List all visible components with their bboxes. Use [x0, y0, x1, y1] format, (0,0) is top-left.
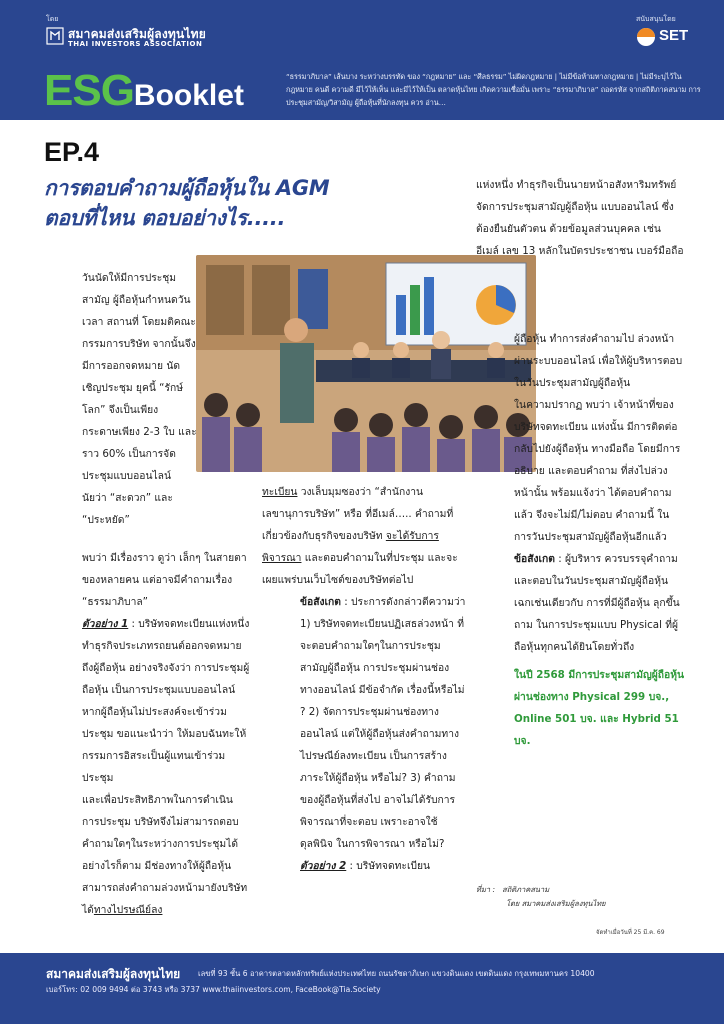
source-label: ที่มา :	[476, 885, 496, 894]
brand-esg: ESG	[44, 66, 134, 115]
col1-paragraph-2: พบว่า มีเรื่องราว ดูว่า เล็กๆ ในสายตาของหลายคน แต่อาจมีคำถามเรื่อง “ธรรมาภิบาล”	[82, 552, 247, 608]
col1-paragraph-4	[44, 789, 250, 921]
title-line-2: ตอบที่ไหน ตอบอย่างไร.....	[44, 206, 286, 230]
print-date: จัดทำเมื่อวันที่ 25 มี.ค. 69	[596, 929, 665, 936]
column-3-top	[476, 174, 686, 262]
column-1-lower	[44, 547, 250, 921]
footer	[0, 953, 724, 1024]
observation-1-text: : ประการดังกล่าวตีความว่า 1) บริษัทจดทะเบียนปฏิเสธล่วงหน้า ที่จะตอบคำถามใดๆในการประชุมสามัญผู้ถือหุ้น การประชุมผ่านช่องทางออนไลน์ มีข้อจำกัด เรื่องนี้หรือไม่ ? 2) จัดการประชุมผ่านช่องทางออนไลน์ แต่ให้ผู้ถือหุ้นส่งคำถามทางไปรษณีย์ลงทะเบียน เป็นการสร้างภาระให้ผู้ถือหุ้น หรือไม่? 3) คำถามของผู้ถือหุ้นที่ส่งไป อาจไม่ได้รับการพิจารณาที่จะตอบ เพราะอาจใช้ดุลพินิจ ในการพิจารณา หรือไม่?	[300, 596, 466, 850]
col2-continuation	[262, 481, 466, 591]
example-1-label: ตัวอย่าง 1	[82, 618, 129, 630]
source-line-2: โดย สมาคมส่งเสริมผู้ลงทุนไทย	[506, 899, 606, 908]
episode-label: EP.4	[44, 137, 100, 167]
col3-paragraph-3: ในความปรากฏ พบว่า เจ้าหน้าที่ของบริษัทจดทะเบียน แห่งนั้น มีการติดต่อกลับไปยังผู้ถือหุ้น ทางมือถือ โดยมีการอธิบาย และตอบคำถาม ที่ส่งไปล่วงหน้านั้น พร้อมแจ้งว่า ได้ตอบคำถามแล้ว จึงจะไม่มี/ไม่ตอบ คำถามนี้ ในการวันประชุมสามัญผู้ถือหุ้นอีกแล้ว	[514, 399, 681, 543]
intro-text: “ธรรมาภิบาล” เส้นบาง ระหว่างบรรทัด ของ “กฎหมาย” และ “ศีลธรรม” ไม่ผิดกฎหมาย | ไม่มีข้อห้ามทางกฎหมาย | ไม่มีระบุไว้ในกฎหมาย คนดี ความดี มีไว้ให้เห็น และมีไว้ให้เป็น ตลาดหุ้นไทย เกิดความเชื่อมั่น เพราะ “ธรรมาภิบาล” ถอดรหัส จากสถิติภาคสนาม การประชุมสามัญ/วิสามัญ ผู้ถือหุ้นที่นักลงทุน ควร อ่าน…	[286, 72, 701, 107]
col3-observation	[476, 548, 686, 658]
sponsor-name: SET	[659, 27, 689, 44]
example-2-text: : บริษัทจดทะเบียน	[346, 860, 431, 872]
col2-cont-text-2: และตอบคำถามในที่ประชุม และจะเผยแพร่บนเว็บไซต์ของบริษัทต่อไป	[262, 552, 458, 586]
col1-paragraph-4-text: และเพื่อประสิทธิภาพในการดำเนินการประชุม บริษัทจึงไม่สามารถตอบคำถามใดๆในระหว่างการประชุมได้ อย่างไรก็ตาม มีช่องทางให้ผู้ถือหุ้นสามารถส่งคำถามล่วงหน้ามายังบริษัทได้	[82, 794, 248, 916]
footer-association-name: สมาคมส่งเสริมผู้ลงทุนไทย	[46, 967, 181, 981]
association-logo-icon	[46, 27, 64, 45]
col2-cont-text: วงเล็บมุมซองว่า “สำนักงานเลขานุการบริษัท” หรือ ที่อีเมล์….. คำถามที่เกี่ยวข้องกับธุรกิจของบริษัท	[262, 486, 454, 542]
sponsor-label: สนับสนุนโดย	[636, 15, 676, 23]
col2-example-2	[262, 855, 466, 877]
col2-observation	[262, 591, 466, 855]
column-2	[262, 481, 466, 877]
observation-1-label: ข้อสังเกต	[300, 596, 341, 608]
col3-continuation: แห่งหนึ่ง ทำธุรกิจเป็นนายหน้าอสังหาริมทรัพย์ จัดการประชุมสามัญผู้ถือหุ้น แบบออนไลน์ ซึ่งต้องยืนยันตัวตน ด้วยข้อมูลส่วนบุคคล เช่น อีเมล์ เลข 13 หลักในบัตรประชาชน เบอร์มือถือ	[476, 179, 684, 257]
observation-2-text: : ผู้บริหาร ควรบรรจุคำถาม และตอบในวันประชุมสามัญผู้ถือหุ้น เฉกเช่นเดียวกับ การที่มีผู้ถือหุ้น ลุกขึ้นถาม ในการประชุมแบบ Physical ที่ผู้ถือหุ้นทุกคนได้ยินโดยทั่วถึง	[514, 553, 680, 653]
association-name-th: สมาคมส่งเสริมผู้ลงทุนไทย	[68, 27, 207, 41]
column-3	[476, 328, 686, 752]
col2-cont-underline-2: จะได้รับการพิจารณา	[262, 530, 439, 564]
example-2-label: ตัวอย่าง 2	[300, 860, 347, 872]
title-line-1: การตอบคำถามผู้ถือหุ้นใน AGM	[44, 176, 330, 200]
header-banner	[0, 0, 724, 120]
brand-booklet: Booklet	[133, 79, 244, 112]
col2-cont-underline: ทะเบียน	[262, 486, 298, 498]
brand-title	[44, 66, 244, 116]
association-name-en: THAI INVESTORS ASSOCIATION	[68, 40, 203, 48]
article-title	[44, 173, 444, 233]
example-1-text: : บริษัทจดทะเบียนแห่งหนึ่ง ทำธุรกิจประเภทรถยนต์ออกจดหมายถึงผู้ถือหุ้น อย่างจริงจังว่า การประชุมผู้ถือหุ้น เป็นการประชุมแบบออนไลน์ หากผู้ถือหุ้นไม่ประสงค์จะเข้าร่วมประชุม ขอแนะนำว่า ให้มอบฉันทะให้กรรมการอิสระเป็นผู้แทนเข้าร่วมประชุม	[82, 618, 250, 784]
footer-contact: เบอร์โทร: 02 009 9494 ต่อ 3743 หรือ 3737 www.thaiinvestors.com, FaceBook@Tia.Society	[46, 985, 381, 994]
by-label: โดย	[46, 15, 59, 23]
statistics-highlight: ในปี 2568 มีการประชุมสามัญผู้ถือหุ้น ผ่านช่องทาง Physical 299 บจ., Online 501 บจ. และ Hybrid 51 บจ.	[514, 669, 685, 747]
col3-paragraph-2: ผู้ถือหุ้น ทำการส่งคำถามไป ล่วงหน้าผ่านระบบออนไลน์ เพื่อให้ผู้บริหารตอบ ในวันประชุมสามัญผู้ถือหุ้น	[514, 333, 683, 389]
set-logo-icon	[636, 27, 656, 47]
col1-paragraph-4-underline: ทางไปรษณีย์ลง	[93, 904, 163, 916]
source-line-1: สถิติภาคสนาม	[502, 885, 550, 894]
col1-example-1	[44, 613, 250, 789]
footer-address: เลขที่ 93 ชั้น 6 อาคารตลาดหลักทรัพย์แห่งประเทศไทย ถนนรัชดาภิเษก แขวงดินแดง เขตดินแดง กรุงเทพมหานคร 10400	[198, 969, 595, 978]
source-note	[476, 883, 606, 911]
column-1	[44, 267, 198, 531]
col1-paragraph-1: วันนัดให้มีการประชุมสามัญ ผู้ถือหุ้นกำหนดวัน เวลา สถานที่ โดยมติคณะกรรมการบริษัท จากนั้นจึงมีการออกจดหมาย นัดเชิญประชุม ยุคนี้ “รักษ์โลก” จึงเป็นเพียง กระดาษเพียง 2-3 ใบ และราว 60% เป็นการจัดประชุมแบบออนไลน์ นัยว่า “สะดวก” และ “ประหยัด”	[82, 272, 197, 526]
observation-2-label: ข้อสังเกต	[514, 553, 555, 565]
